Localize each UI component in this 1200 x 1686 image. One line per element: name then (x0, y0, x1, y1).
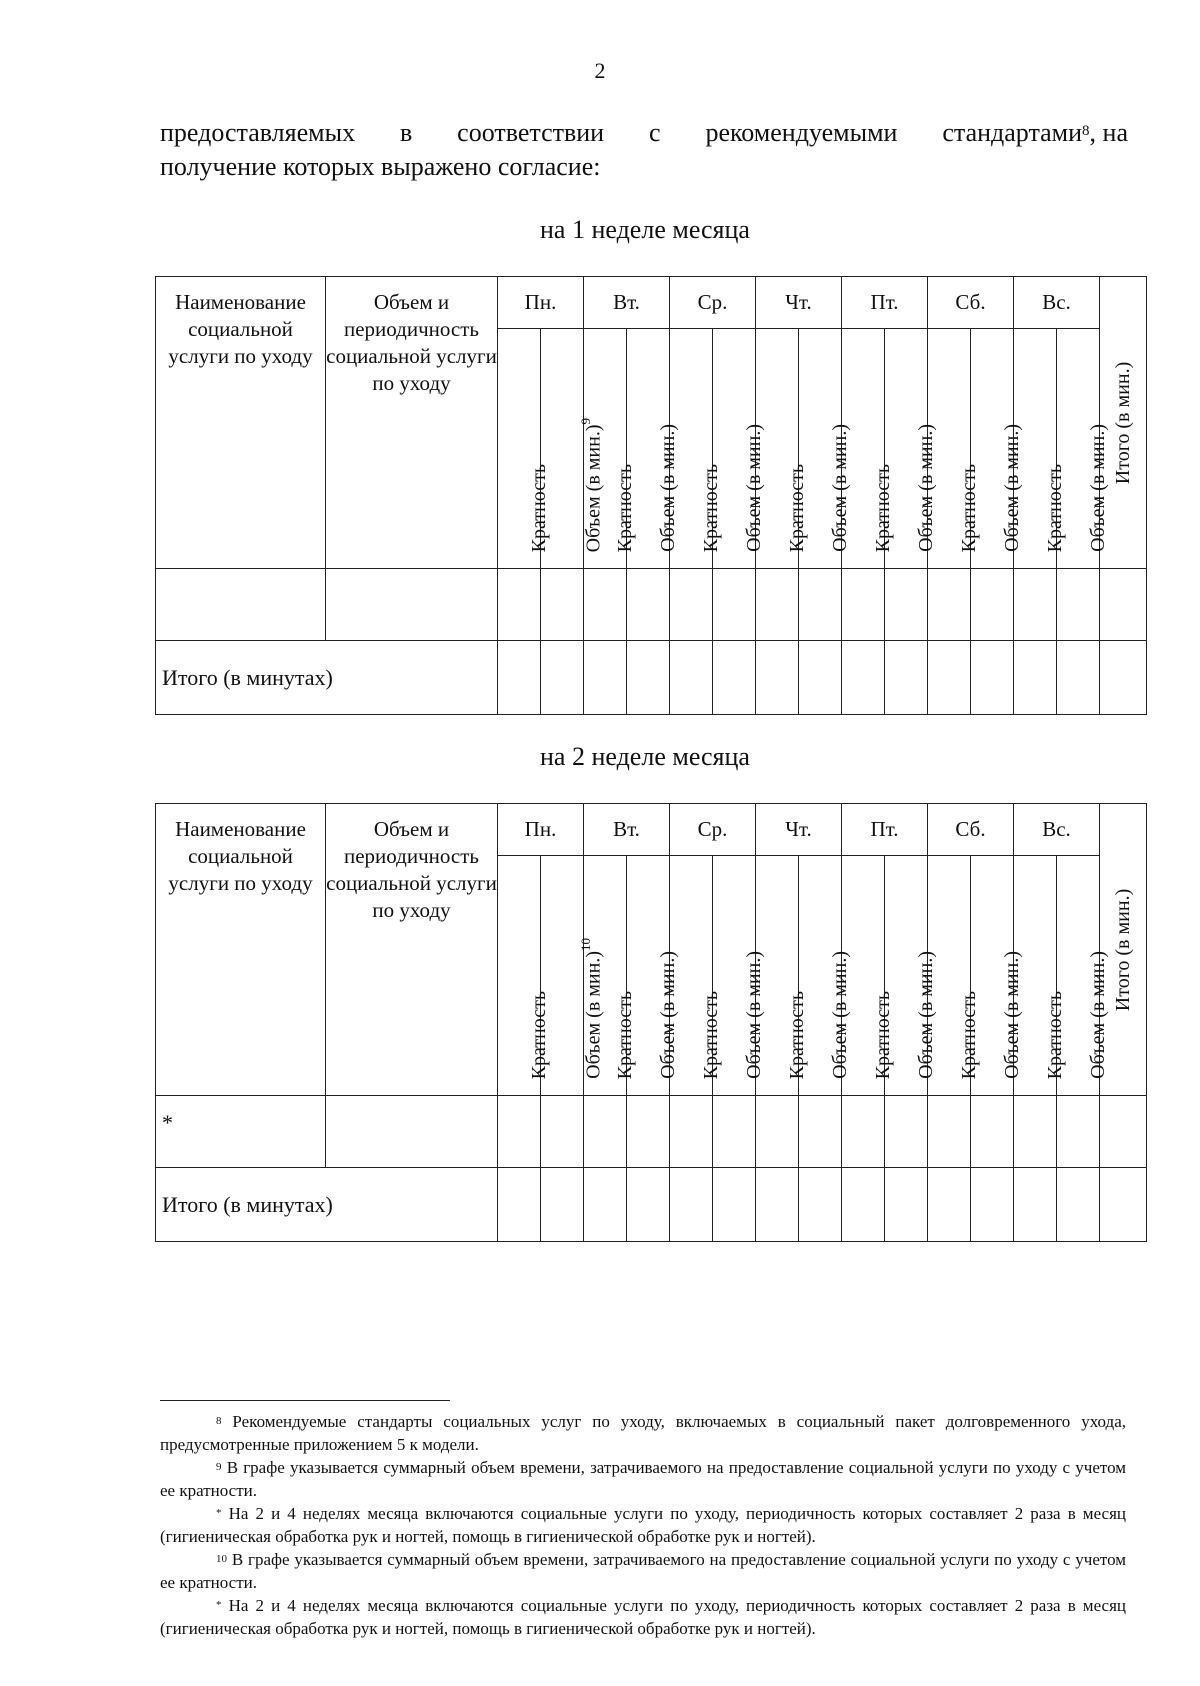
day-header: Ср. (670, 277, 756, 329)
total-row-label: Итого (в минутах) (156, 641, 498, 715)
intro-word-with-footnote (942, 116, 1128, 150)
total-cell[interactable] (885, 1168, 928, 1242)
frequency-label: Кратность (1044, 990, 1066, 1079)
frequency-label: Кратность (872, 990, 894, 1079)
volume-label: Объем (в мин.) (1087, 424, 1109, 552)
footnote-8 (160, 1410, 1126, 1456)
schedule-cell[interactable] (799, 569, 842, 641)
day-header: Чт. (756, 804, 842, 856)
frequency-label: Кратность (700, 990, 722, 1079)
volume-periodicity-cell[interactable] (326, 569, 498, 641)
intro-word: в (399, 118, 413, 147)
schedule-cell[interactable] (713, 1096, 756, 1168)
volume-periodicity-header: Объем и периодичность социальной услуги по уходу (326, 277, 498, 569)
total-cell[interactable] (1057, 641, 1100, 715)
day-header: Сб. (928, 804, 1014, 856)
frequency-label: Кратность (872, 463, 894, 552)
day-header: Чт. (756, 277, 842, 329)
volume-label: Объем (в мин.) (657, 951, 679, 1079)
volume-periodicity-header: Объем и периодичность социальной услуги по уходу (326, 804, 498, 1096)
total-cell[interactable] (928, 1168, 971, 1242)
day-header: Вс. (1014, 277, 1100, 329)
schedule-cell[interactable] (541, 569, 584, 641)
volume-label: Объем (в мин.) (1001, 424, 1023, 552)
total-cell[interactable] (1100, 641, 1147, 715)
intro-word: предоставляемых (160, 118, 356, 147)
total-cell[interactable] (670, 641, 713, 715)
frequency-header (928, 329, 980, 569)
total-minutes-label: Итого (в мин.) (1112, 361, 1134, 484)
footnote-text: На 2 и 4 неделях месяца включаются социальные услуги по уходу, периодичность которых составляет 2 раза в месяц (гигиеническая обработка рук и ногтей, помощь в гигиенической обработке рук и ногтей). (160, 1596, 1126, 1638)
schedule-cell[interactable] (971, 1096, 1014, 1168)
total-cell[interactable] (928, 641, 971, 715)
volume-header (1057, 329, 1109, 569)
total-cell[interactable] (627, 1168, 670, 1242)
schedule-cell[interactable] (842, 1096, 885, 1168)
schedule-cell[interactable] (1014, 1096, 1057, 1168)
footnote-asterisk (160, 1502, 1126, 1548)
total-cell[interactable] (971, 1168, 1014, 1242)
frequency-label: Кратность (958, 990, 980, 1079)
volume-header (885, 856, 937, 1096)
volume-label: Объем (в мин.) (829, 424, 851, 552)
day-header: Пт. (842, 804, 928, 856)
volume-header (1057, 856, 1109, 1096)
volume-header (799, 856, 851, 1096)
frequency-header (584, 856, 636, 1096)
schedule-cell[interactable] (627, 569, 670, 641)
total-cell[interactable] (627, 641, 670, 715)
page-number: 2 (594, 58, 606, 83)
frequency-label: Кратность (614, 990, 636, 1079)
schedule-cell[interactable] (670, 569, 713, 641)
schedule-cell[interactable] (928, 569, 971, 641)
volume-header (541, 329, 605, 569)
total-cell[interactable] (584, 1168, 627, 1242)
total-cell[interactable] (541, 1168, 584, 1242)
schedule-cell[interactable] (1100, 1096, 1147, 1168)
volume-header (541, 856, 605, 1096)
total-cell[interactable] (971, 641, 1014, 715)
volume-label: Объем (в мин.) (743, 951, 765, 1079)
total-cell[interactable] (799, 1168, 842, 1242)
total-cell[interactable] (1100, 1168, 1147, 1242)
total-cell[interactable] (799, 641, 842, 715)
day-header: Сб. (928, 277, 1014, 329)
footnote-ref: 9 (577, 417, 593, 425)
total-cell[interactable] (1014, 641, 1057, 715)
total-cell[interactable] (713, 1168, 756, 1242)
footnote-mark: 8 (216, 1415, 222, 1427)
volume-label: Объем (в мин.) (1001, 951, 1023, 1079)
volume-header (971, 329, 1023, 569)
total-cell[interactable] (756, 1168, 799, 1242)
schedule-cell[interactable] (756, 1096, 799, 1168)
schedule-cell[interactable] (1057, 1096, 1100, 1168)
volume-header (971, 856, 1023, 1096)
schedule-cell[interactable] (1100, 569, 1147, 641)
volume-label: Объем (в мин.) (915, 951, 937, 1079)
intro-word: соответствии (457, 118, 605, 147)
total-cell[interactable] (541, 641, 584, 715)
footnotes (160, 1410, 1126, 1640)
service-name-cell[interactable]: * (156, 1096, 326, 1168)
footnote-asterisk (160, 1594, 1126, 1640)
schedule-cell[interactable] (584, 1096, 627, 1168)
volume-label: Объем (в мин.) (657, 424, 679, 552)
schedule-cell[interactable] (885, 569, 928, 641)
frequency-label: Кратность (528, 463, 550, 552)
frequency-header (584, 329, 636, 569)
week-2-heading: на 2 неделе месяца (540, 742, 750, 771)
footnote-text: На 2 и 4 неделях месяца включаются социальные услуги по уходу, периодичность которых составляет 2 раза в месяц (гигиеническая обработка рук и ногтей, помощь в гигиенической обработке рук и ногтей). (160, 1504, 1126, 1546)
schedule-cell[interactable] (584, 569, 627, 641)
schedule-cell[interactable] (885, 1096, 928, 1168)
day-header: Пн. (498, 804, 584, 856)
frequency-header (1014, 329, 1066, 569)
intro-line-1 (160, 116, 1128, 150)
intro-word: стандартами (942, 118, 1083, 147)
frequency-header (498, 329, 550, 569)
frequency-header (756, 856, 808, 1096)
total-cell[interactable] (1057, 1168, 1100, 1242)
intro-word: , на (1089, 118, 1128, 147)
day-header: Вт. (584, 277, 670, 329)
intro-line-2: получение которых выражено согласие: (160, 152, 601, 181)
footnote-mark: 10 (216, 1553, 227, 1565)
volume-periodicity-cell[interactable] (326, 1096, 498, 1168)
volume-header (713, 329, 765, 569)
total-cell[interactable] (498, 641, 541, 715)
schedule-cell[interactable] (799, 1096, 842, 1168)
frequency-header (1014, 856, 1066, 1096)
footnote-ref: 10 (577, 938, 593, 952)
volume-header (885, 329, 937, 569)
volume-header (627, 329, 679, 569)
frequency-label: Кратность (1044, 463, 1066, 552)
total-cell[interactable] (842, 641, 885, 715)
footnote-mark: * (216, 1599, 222, 1611)
schedule-cell[interactable] (756, 569, 799, 641)
total-cell[interactable] (842, 1168, 885, 1242)
footnote-text: В графе указывается суммарный объем времени, затрачиваемого на предоставление социальной услуги по уходу с учетом ее кратности. (160, 1458, 1126, 1500)
schedule-cell[interactable] (1014, 569, 1057, 641)
frequency-header (670, 329, 722, 569)
volume-label-text: Объем (в мин.) (582, 424, 605, 552)
schedule-cell[interactable] (627, 1096, 670, 1168)
schedule-cell[interactable] (670, 1096, 713, 1168)
total-cell[interactable] (756, 641, 799, 715)
schedule-cell[interactable] (1057, 569, 1100, 641)
service-name-cell[interactable] (156, 569, 326, 641)
footnote-separator (160, 1400, 450, 1401)
schedule-cell[interactable] (842, 569, 885, 641)
total-cell[interactable] (713, 641, 756, 715)
volume-label: Объем (в мин.) (743, 424, 765, 552)
volume-label: Объем (в мин.) (1087, 951, 1109, 1079)
footnote-10 (160, 1548, 1126, 1594)
volume-header (627, 856, 679, 1096)
frequency-header (928, 856, 980, 1096)
intro-paragraph (160, 116, 1128, 184)
frequency-label: Кратность (958, 463, 980, 552)
total-cell[interactable] (1014, 1168, 1057, 1242)
schedule-cell[interactable] (498, 1096, 541, 1168)
week-2-table (155, 803, 1147, 1242)
total-row-label: Итого (в минутах) (156, 1168, 498, 1242)
frequency-header (842, 329, 894, 569)
schedule-cell[interactable] (541, 1096, 584, 1168)
frequency-label: Кратность (528, 990, 550, 1079)
frequency-header (670, 856, 722, 1096)
day-header: Пн. (498, 277, 584, 329)
day-header: Пт. (842, 277, 928, 329)
volume-header (799, 329, 851, 569)
footnote-text: В графе указывается суммарный объем времени, затрачиваемого на предоставление социальной услуги по уходу с учетом ее кратности. (160, 1550, 1127, 1592)
total-minutes-label: Итого (в мин.) (1112, 888, 1134, 1011)
volume-label: Объем (в мин.) (829, 951, 851, 1079)
footnote-ref-8: 8 (1082, 123, 1090, 139)
volume-label-text: Объем (в мин.) (582, 951, 605, 1079)
total-cell[interactable] (498, 1168, 541, 1242)
frequency-label: Кратность (786, 463, 808, 552)
week-1-table (155, 276, 1147, 715)
intro-word: рекомендуемыми (705, 118, 898, 147)
frequency-header (842, 856, 894, 1096)
total-cell[interactable] (670, 1168, 713, 1242)
schedule-cell[interactable] (928, 1096, 971, 1168)
service-name-header: Наименование социальной услуги по уходу (156, 804, 326, 1096)
footnote-9 (160, 1456, 1126, 1502)
footnote-mark: * (216, 1507, 222, 1519)
day-header: Вс. (1014, 804, 1100, 856)
day-header: Ср. (670, 804, 756, 856)
frequency-header (498, 856, 550, 1096)
week-1-heading: на 1 неделе месяца (540, 215, 750, 244)
total-cell[interactable] (584, 641, 627, 715)
service-name-header: Наименование социальной услуги по уходу (156, 277, 326, 569)
intro-word: с (649, 118, 661, 147)
frequency-header (756, 329, 808, 569)
frequency-label: Кратность (614, 463, 636, 552)
volume-label: Объем (в мин.) (915, 424, 937, 552)
footnote-mark: 9 (216, 1461, 222, 1473)
frequency-label: Кратность (700, 463, 722, 552)
schedule-cell[interactable] (971, 569, 1014, 641)
frequency-label: Кратность (786, 990, 808, 1079)
footnote-text: Рекомендуемые стандарты социальных услуг по уходу, включаемых в социальный пакет долговременного ухода, предусмотренные приложением 5 к модели. (160, 1412, 1127, 1454)
schedule-cell[interactable] (498, 569, 541, 641)
day-header: Вт. (584, 804, 670, 856)
volume-header (713, 856, 765, 1096)
schedule-cell[interactable] (713, 569, 756, 641)
total-cell[interactable] (885, 641, 928, 715)
